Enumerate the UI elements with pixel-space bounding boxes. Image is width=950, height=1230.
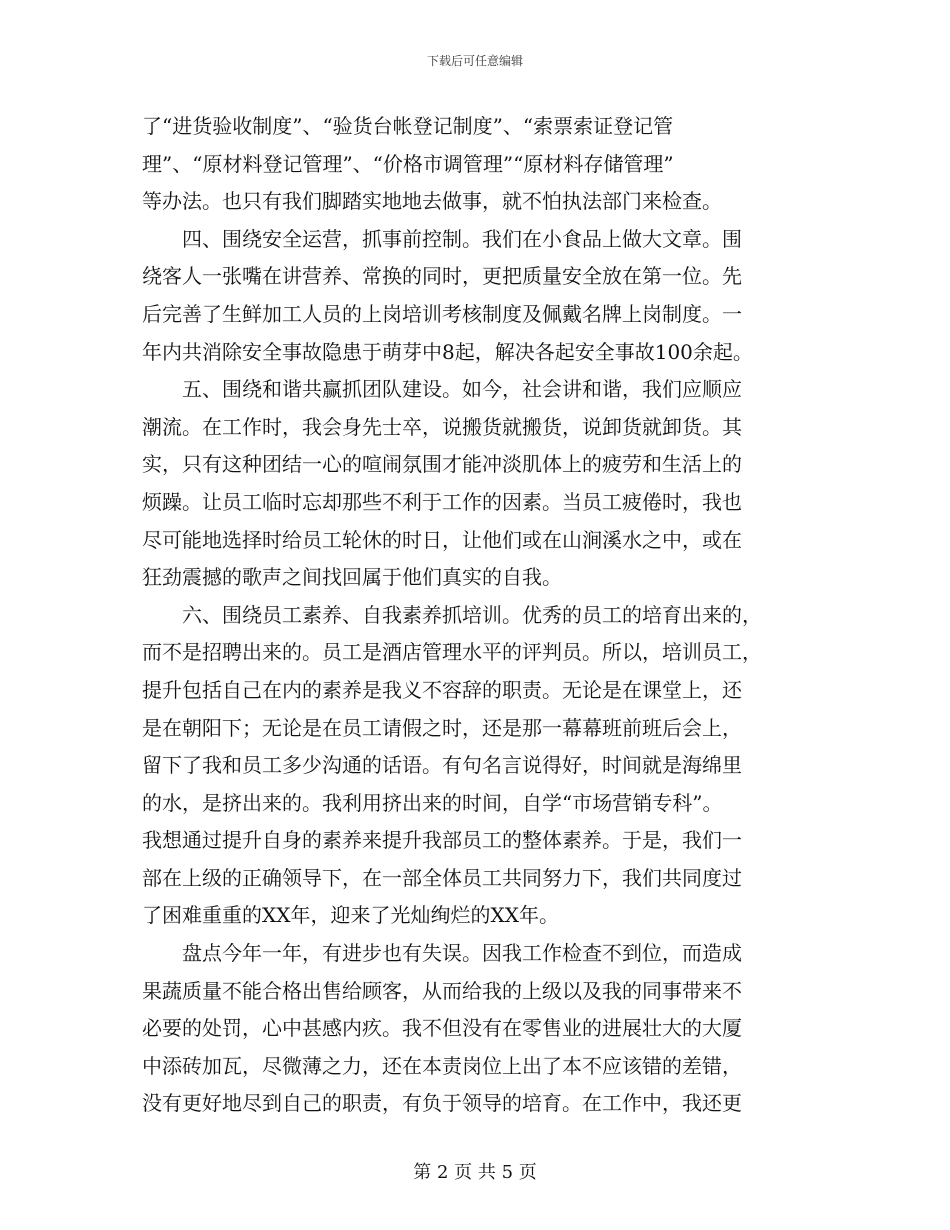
page-header: 下载后可任意编辑: [426, 54, 523, 68]
page-footer: 第 2 页 共 5 页: [413, 1162, 537, 1183]
text-line: 烦躁。让员工临时忘却那些不利于工作的因素。当员工疲倦时，我也: [142, 489, 742, 514]
text-line: 理”、“原材料登记管理”、“价格市调管理”“原材料存储管理”: [142, 151, 674, 176]
text-line: 提升包括自己在内的素养是我义不容辞的职责。无论是在课堂上，还: [142, 677, 742, 702]
text-line: 的水，是挤出来的。我利用挤出来的时间，自学“市场营销专科”。: [142, 790, 723, 815]
text-line: 绕客人一张嘴在讲营养、常换的同时，更把质量安全放在第一位。先: [142, 264, 742, 289]
text-line: 五、围绕和谐共赢抓团队建设。如今，社会讲和谐，我们应顺应: [142, 377, 742, 402]
text-line: 四、围绕安全运营，抓事前控制。我们在小食品上做大文章。围: [142, 226, 742, 251]
text-line: 后完善了生鲜加工人员的上岗培训考核制度及佩戴名牌上岗制度。一: [142, 301, 742, 326]
text-line: 等办法。也只有我们脚踏实地地去做事，就不怕执法部门来检查。: [142, 189, 722, 214]
text-line: 尽可能地选择时给员工轮休的时日，让他们或在山涧溪水之中，或在: [142, 527, 742, 552]
text-line: 必要的处罚，心中甚感内疚。我不但没有在零售业的进展壮大的大厦: [142, 1016, 742, 1041]
text-line: 没有更好地尽到自己的职责，有负于领导的培育。在工作中，我还更: [142, 1091, 742, 1116]
text-line: 部在上级的正确领导下，在一部全体员工共同努力下，我们共同度过: [142, 865, 742, 890]
text-line: 留下了我和员工多少沟通的话语。有句名言说得好，时间就是海绵里: [142, 753, 742, 778]
text-line: 了“进货验收制度”、“验货台帐登记制度”、“索票索证登记管: [142, 114, 674, 138]
document-body: [142, 108, 810, 1123]
text-line: 中添砖加瓦，尽微薄之力，还在本责岗位上出了本不应该错的差错，: [142, 1053, 742, 1078]
text-line: 实，只有这种团结一心的喧闹氛围才能冲淡肌体上的疲劳和生活上的: [142, 452, 742, 477]
text-line: 果蔬质量不能合格出售给顾客，从而给我的上级以及我的同事带来不: [142, 978, 742, 1003]
text-line: 年内共消除安全事故隐患于萌芽中8起，解决各起安全事故100余起。: [142, 339, 753, 364]
text-line: 是在朝阳下；无论是在员工请假之时，还是那一幕幕班前班后会上，: [142, 715, 742, 740]
text-line: 了困难重重的XX年，迎来了光灿绚烂的XX年。: [142, 903, 559, 928]
text-line: 潮流。在工作时，我会身先士卒，说搬货就搬货，说卸货就卸货。其: [142, 414, 742, 439]
text-line: 狂劲震撼的歌声之间找回属于他们真实的自我。: [142, 565, 562, 590]
text-line: 而不是招聘出来的。员工是酒店管理水平的评判员。所以，培训员工，: [142, 640, 762, 665]
text-line: 六、围绕员工素养、自我素养抓培训。优秀的员工的培育出来的，: [142, 602, 762, 627]
text-line: 我想通过提升自身的素养来提升我部员工的整体素养。于是，我们一: [142, 828, 742, 853]
text-line: 盘点今年一年，有进步也有失误。因我工作检查不到位，而造成: [142, 941, 742, 966]
